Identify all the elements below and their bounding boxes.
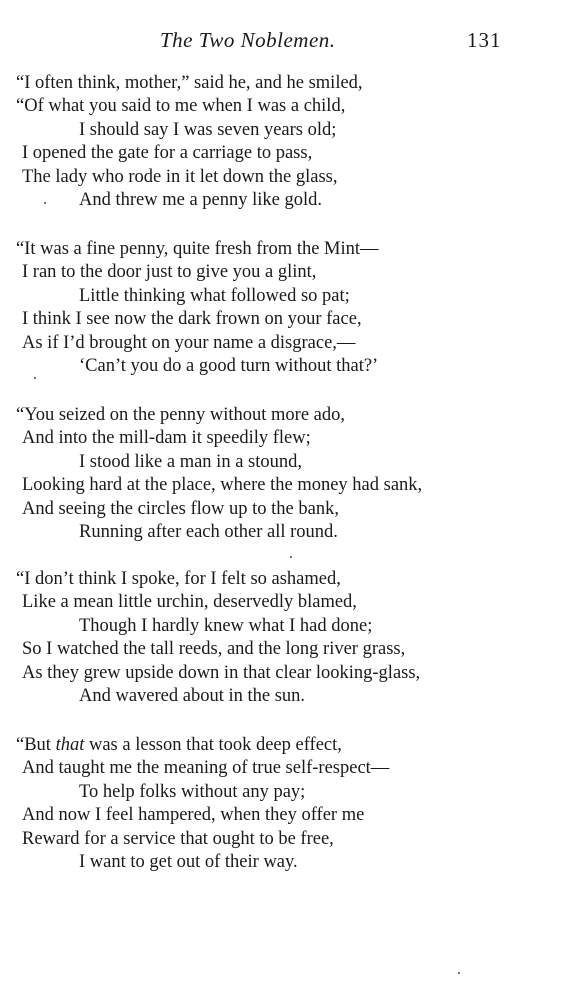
poem-line-start: “But	[16, 735, 56, 755]
stanza-5	[16, 734, 562, 874]
page-number: 131	[467, 28, 502, 52]
print-speck	[44, 202, 46, 204]
poem-line: I want to get out of their way.	[79, 852, 298, 873]
print-speck	[34, 377, 36, 379]
poem-line: And taught me the meaning of true self-respect—	[22, 758, 390, 779]
poem-line: To help folks without any pay;	[79, 781, 306, 802]
stanza-1	[16, 72, 562, 212]
poem-line: “Of what you said to me when I was a child,	[16, 96, 346, 117]
poem-line: “I don’t think I spoke, for I felt so ashamed,	[16, 569, 341, 589]
poem-line: And wavered about in the sun.	[79, 686, 306, 707]
stanza-2	[16, 238, 562, 378]
poem-line: I ran to the door just to give you a glint,	[22, 262, 317, 283]
poem-line: ‘Can’t you do a good turn without that?’	[79, 356, 379, 377]
poem-line: Though I hardly knew what I had done;	[79, 615, 373, 636]
print-speck	[290, 556, 292, 558]
poem-line: As if I’d brought on your name a disgrace,—	[22, 332, 356, 353]
poem-line: Running after each other all round.	[79, 522, 338, 543]
poem-line: “I often think, mother,” said he, and he smiled,	[16, 73, 363, 93]
poem-line-end: was a lesson that took deep effect,	[84, 735, 342, 755]
poem-line: “You seized on the penny without more ado,	[16, 405, 346, 425]
stanza-4	[16, 568, 562, 708]
poem-line: I think I see now the dark frown on your face,	[22, 309, 362, 330]
poem-line: Reward for a service that ought to be free,	[22, 828, 334, 849]
poem-line: And threw me a penny like gold.	[79, 190, 323, 211]
print-speck	[458, 972, 460, 974]
poem-line: And now I feel hampered, when they offer me	[22, 805, 365, 826]
poem-line: I stood like a man in a stound,	[79, 451, 302, 472]
poem-line: So I watched the tall reeds, and the long river grass,	[22, 639, 406, 660]
poem-line: Looking hard at the place, where the money had sank,	[22, 475, 423, 496]
poem-line	[16, 734, 562, 757]
poem-line: The lady who rode in it let down the glass,	[22, 166, 338, 187]
poem-line: And into the mill-dam it speedily flew;	[22, 428, 311, 449]
poem-line: Little thinking what followed so pat;	[79, 285, 350, 306]
stanza-3	[16, 404, 562, 544]
poem-line: “It was a fine penny, quite fresh from the Mint—	[16, 239, 379, 259]
poem-line: I opened the gate for a carriage to pass,	[22, 143, 313, 164]
running-title: The Two Noblemen.	[160, 28, 336, 52]
poem-line: And seeing the circles flow up to the bank,	[22, 498, 339, 519]
emphasized-word: that	[55, 735, 85, 755]
poem-line: Like a mean little urchin, deservedly blamed,	[22, 592, 357, 613]
poem-line: I should say I was seven years old;	[79, 119, 337, 140]
poem-line: As they grew upside down in that clear looking-glass,	[22, 662, 421, 683]
